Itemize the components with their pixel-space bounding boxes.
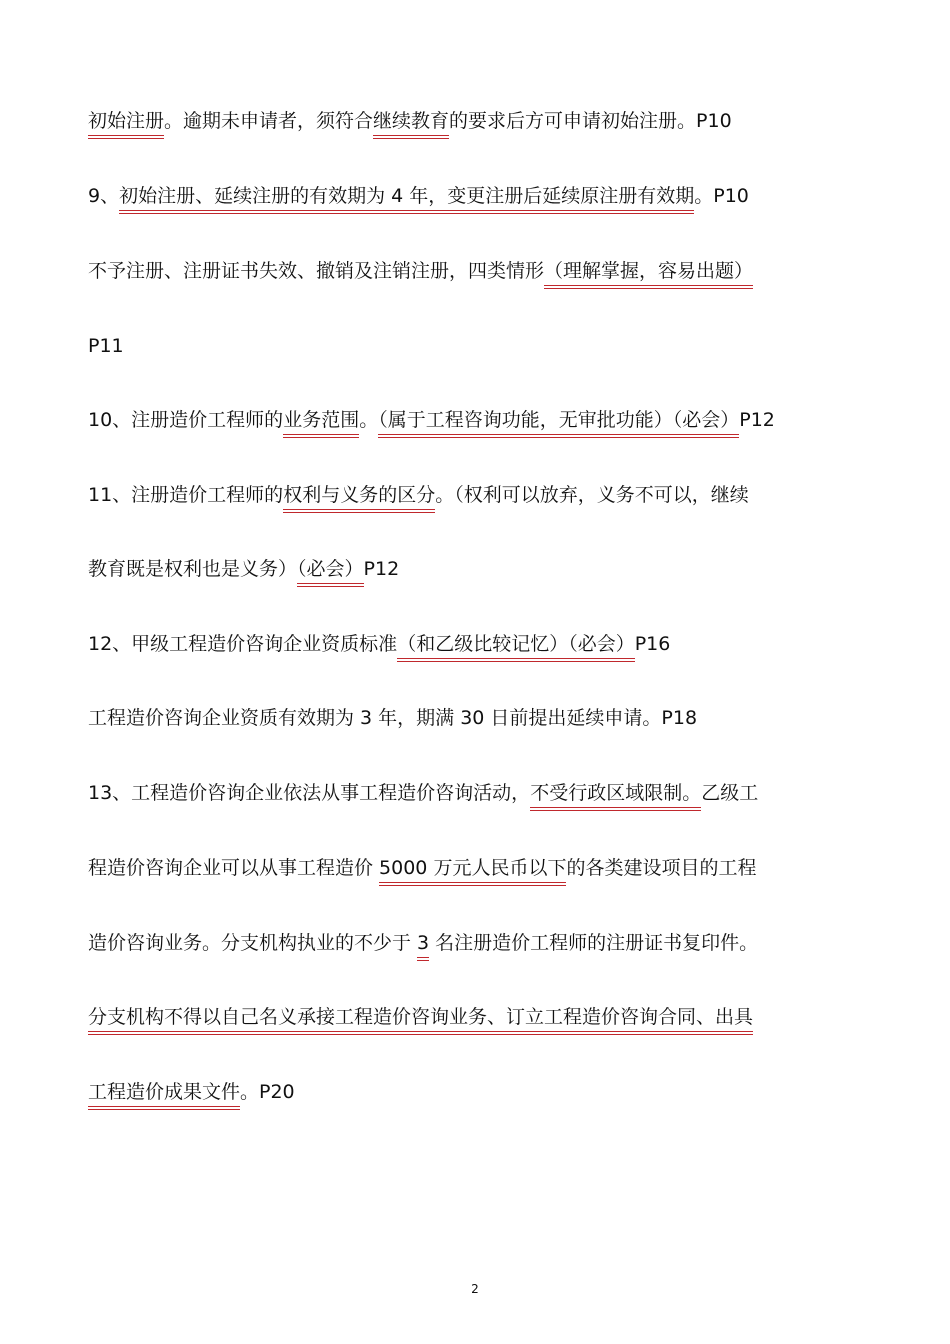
text-line-7 bbox=[88, 555, 868, 583]
text-run: 。 bbox=[359, 409, 379, 431]
text-line-3 bbox=[88, 257, 868, 285]
underlined-phrase: 不受行政区域限制。 bbox=[530, 782, 701, 811]
text-run: 10、注册造价工程师的 bbox=[88, 409, 284, 431]
text-run: 的各类建设项目的工程 bbox=[566, 857, 757, 879]
text-line-6 bbox=[88, 481, 868, 509]
text-line-5 bbox=[88, 406, 868, 434]
text-run: （权利可以放弃，义务不可以，继续 bbox=[454, 484, 749, 506]
text-run: 12、甲级工程造价咨询企业资质标准 bbox=[88, 633, 398, 655]
underlined-phrase: 继续教育 bbox=[373, 110, 449, 139]
underlined-phrase: 初始注册 bbox=[88, 110, 164, 139]
text-run: P16 bbox=[634, 633, 671, 655]
underlined-phrase: 分支机构不得以自己名义承接工程造价咨询业务、订立工程造价咨询合同、出具 bbox=[88, 1006, 753, 1035]
text-line-11 bbox=[88, 854, 868, 882]
underlined-phrase: 业务范围 bbox=[283, 409, 359, 438]
text-line-10 bbox=[88, 779, 868, 807]
text-run: 。逾期未申请者，须符合 bbox=[164, 110, 374, 132]
underlined-phrase: （属于工程咨询功能，无审批功能）（必会） bbox=[378, 409, 739, 438]
text-line-1 bbox=[88, 107, 868, 135]
text-run: 乙级工 bbox=[701, 782, 759, 804]
text-line-2 bbox=[88, 182, 868, 210]
text-line-12 bbox=[88, 929, 868, 957]
text-line-9 bbox=[88, 704, 868, 732]
underlined-phrase: 权利与义务的区分 bbox=[283, 484, 435, 513]
underlined-phrase: （理解掌握，容易出题） bbox=[544, 260, 753, 289]
text-run: 教育既是权利也是义务） bbox=[88, 558, 298, 580]
text-line-4 bbox=[88, 332, 868, 360]
text-run: P11 bbox=[88, 335, 124, 357]
text-run: 造价咨询业务。分支机构执业的不少于 bbox=[88, 932, 418, 954]
text-line-8 bbox=[88, 630, 868, 658]
text-run: 。P10 bbox=[694, 185, 749, 207]
text-line-13 bbox=[88, 1003, 868, 1031]
page-number: 2 bbox=[471, 1282, 479, 1296]
text-run: 。P20 bbox=[240, 1081, 295, 1103]
text-run: P12 bbox=[363, 558, 400, 580]
text-run: 11、注册造价工程师的 bbox=[88, 484, 284, 506]
text-line-14 bbox=[88, 1078, 868, 1106]
underlined-phrase: （必会） bbox=[297, 558, 364, 587]
text-run: 名注册造价工程师的注册证书复印件。 bbox=[429, 932, 759, 954]
text-run: P12 bbox=[739, 409, 775, 431]
text-run: 9、 bbox=[88, 185, 120, 207]
text-run: 13、工程造价咨询企业依法从事工程造价咨询活动， bbox=[88, 782, 531, 804]
underlined-phrase: 3 bbox=[417, 932, 429, 961]
underlined-phrase: 工程造价成果文件 bbox=[88, 1081, 240, 1110]
underlined-phrase: 5000 万元人民币以下 bbox=[379, 857, 566, 886]
underlined-phrase: 初始注册、延续注册的有效期为 4 年，变更注册后延续原注册有效期 bbox=[119, 185, 694, 214]
text-run: 。 bbox=[435, 484, 455, 506]
text-run: 不予注册、注册证书失效、撤销及注销注册，四类情形 bbox=[88, 260, 545, 282]
text-run: 工程造价咨询企业资质有效期为 3 年，期满 30 日前提出延续申请。P18 bbox=[88, 707, 698, 729]
underlined-phrase: （和乙级比较记忆）（必会） bbox=[397, 633, 635, 662]
text-run: 程造价咨询企业可以从事工程造价 bbox=[88, 857, 380, 879]
text-run: 的要求后方可申请初始注册。P10 bbox=[449, 110, 732, 132]
